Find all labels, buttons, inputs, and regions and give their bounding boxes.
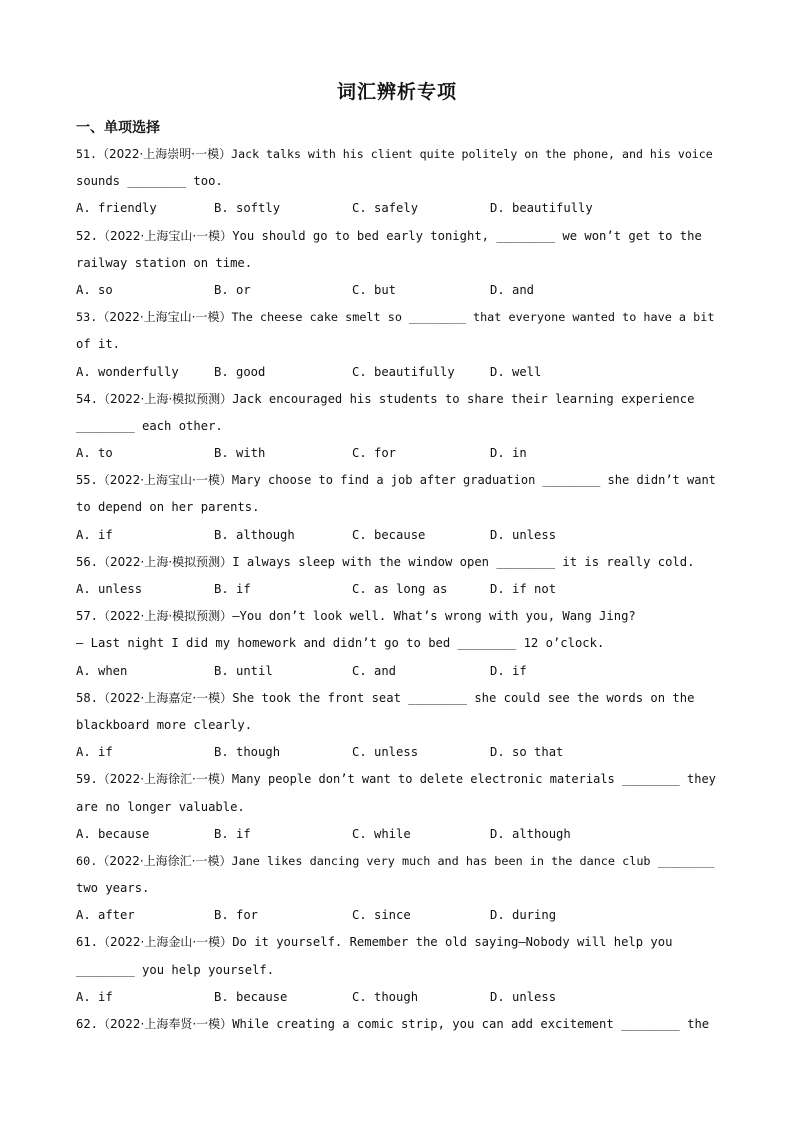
answer-option: A. unless	[76, 582, 143, 596]
answer-options	[76, 821, 718, 848]
answer-option: B. softly	[214, 201, 281, 216]
answer-options	[76, 277, 718, 304]
question-number: 53.	[76, 310, 98, 325]
question-stem-line	[76, 929, 718, 956]
answer-option: B. until	[214, 663, 273, 678]
question-source: （2022·上海奉贤·一模）	[98, 1017, 233, 1031]
question-stem-line	[76, 223, 718, 250]
answer-options	[76, 902, 718, 929]
question-item	[76, 467, 718, 549]
answer-option: B. with	[214, 446, 266, 461]
answer-options	[76, 739, 718, 766]
answer-option: A. wonderfully	[76, 364, 179, 379]
answer-option: C. for	[352, 446, 397, 461]
answer-options	[76, 576, 718, 603]
question-text: While creating a comic strip, you can add excitement ________ the	[232, 1017, 710, 1031]
answer-option: D. during	[490, 908, 557, 923]
answer-option: D. if	[490, 663, 527, 678]
answer-option: D. and	[490, 282, 535, 297]
question-stem-continuation: to depend on her parents.	[76, 500, 260, 515]
answer-option: B. though	[214, 745, 281, 760]
answer-option: D. if not	[490, 582, 557, 596]
question-source: （2022·上海·模拟预测）	[98, 609, 233, 624]
answer-option: A. after	[76, 908, 135, 923]
answer-option: D. in	[490, 446, 527, 461]
question-text: The cheese cake smelt so ________ that everyone wanted to have a bit	[231, 310, 715, 325]
answer-option: B. for	[214, 908, 259, 923]
question-stem-continuation: ________ each other.	[76, 418, 223, 433]
question-item	[76, 603, 718, 685]
answer-option: A. so	[76, 282, 113, 297]
answer-option: D. well	[490, 364, 542, 379]
question-stem-line	[76, 386, 718, 413]
question-text: You should go to bed early tonight, ________ we won’t get to the	[232, 228, 702, 243]
answer-option: A. if	[76, 989, 113, 1004]
question-number: 60.	[76, 853, 98, 868]
question-stem-continuation: blackboard more clearly.	[76, 717, 253, 732]
answer-option: C. since	[352, 908, 411, 923]
answer-option: A. to	[76, 446, 113, 461]
question-text: Jane likes dancing very much and has been in the dance club ________	[231, 853, 715, 868]
question-text: Do it yourself. Remember the old saying—Nobody will help you	[232, 935, 673, 950]
question-stem-line	[76, 549, 718, 576]
question-stem-continuation: of it.	[76, 337, 121, 352]
page-title: 词汇辨析专项	[336, 81, 457, 103]
question-item	[76, 685, 718, 767]
section-heading: 一、单项选择	[76, 120, 160, 136]
question-source: （2022·上海徐汇·一模）	[97, 853, 232, 868]
question-source: （2022·上海宝山·一模）	[97, 310, 232, 325]
question-item	[76, 929, 718, 1011]
answer-option: C. beautifully	[352, 364, 455, 379]
question-stem-line	[76, 141, 718, 168]
answer-option: C. safely	[352, 201, 419, 216]
question-item	[76, 141, 718, 223]
answer-option: D. unless	[490, 989, 557, 1004]
answer-option: A. if	[76, 745, 113, 760]
question-number: 62.	[76, 1017, 99, 1031]
answer-option: B. if	[214, 582, 251, 596]
answer-option: C. though	[352, 989, 419, 1004]
question-source: （2022·上海·模拟预测）	[98, 391, 233, 406]
answer-option: A. when	[76, 663, 128, 678]
answer-option: B. if	[214, 826, 251, 841]
question-item	[76, 549, 718, 603]
question-item	[76, 386, 718, 468]
question-item	[76, 848, 718, 930]
question-source: （2022·上海·模拟预测）	[98, 554, 233, 569]
answer-option: A. because	[76, 826, 150, 841]
answer-option: D. unless	[490, 527, 557, 542]
question-number: 57.	[76, 609, 99, 624]
question-number: 52.	[76, 228, 99, 243]
question-item	[76, 1011, 718, 1038]
question-number: 51.	[76, 147, 97, 161]
question-source: （2022·上海金山·一模）	[98, 935, 233, 950]
answer-option: D. so that	[490, 745, 564, 760]
answer-option: B. good	[214, 364, 266, 379]
question-text: I always sleep with the window open ________ it is really cold.	[232, 554, 695, 569]
question-number: 61.	[76, 935, 99, 950]
answer-option: B. because	[214, 989, 288, 1004]
answer-options	[76, 658, 718, 685]
answer-options	[76, 195, 718, 222]
question-item	[76, 766, 718, 848]
question-source: （2022·上海宝山·一模）	[98, 228, 233, 243]
question-stem-continuation: two years.	[76, 881, 150, 896]
answer-option: D. although	[490, 826, 571, 841]
question-stem-line	[76, 304, 718, 331]
question-stem-line	[76, 603, 718, 630]
question-text: Jack encouraged his students to share their learning experience	[232, 391, 695, 406]
answer-options	[76, 359, 718, 386]
question-number: 58.	[76, 690, 99, 705]
question-number: 55.	[76, 473, 98, 488]
question-number: 54.	[76, 391, 99, 406]
answer-option: C. while	[352, 826, 411, 841]
question-stem-line	[76, 848, 718, 875]
question-text: —You don’t look well. What’s wrong with you, Wang Jing?	[232, 609, 636, 624]
question-stem-line	[76, 766, 718, 793]
question-source: （2022·上海徐汇·一模）	[97, 772, 232, 787]
answer-option: C. because	[352, 527, 426, 542]
answer-option: B. although	[214, 527, 295, 542]
question-stem-continuation: — Last night I did my homework and didn’t go to bed ________ 12 o’clock.	[76, 636, 605, 651]
answer-option: A. if	[76, 527, 113, 542]
question-source: （2022·上海崇明·一模）	[96, 147, 232, 161]
question-item	[76, 223, 718, 305]
answer-options	[76, 984, 718, 1011]
answer-option: C. unless	[352, 745, 419, 760]
answer-option: C. but	[352, 282, 397, 297]
question-stem-line	[76, 467, 718, 494]
question-number: 59.	[76, 772, 98, 787]
answer-options	[76, 440, 718, 467]
question-stem-continuation: railway station on time.	[76, 255, 253, 270]
question-item	[76, 304, 718, 386]
question-stem-continuation: ________ you help yourself.	[76, 962, 275, 977]
question-text: Mary choose to find a job after graduation ________ she didn’t want	[231, 473, 716, 488]
question-list	[76, 141, 718, 1038]
question-text: She took the front seat ________ she could see the words on the	[232, 690, 695, 705]
question-stem-continuation: sounds ________ too.	[76, 174, 223, 189]
answer-option: A. friendly	[76, 201, 157, 216]
question-source: （2022·上海宝山·一模）	[97, 473, 232, 488]
question-stem-line	[76, 1011, 718, 1038]
question-source: （2022·上海嘉定·一模）	[98, 690, 233, 705]
answer-option: B. or	[214, 282, 251, 297]
question-number: 56.	[76, 554, 99, 569]
answer-option: D. beautifully	[490, 201, 593, 216]
question-stem-line	[76, 685, 718, 712]
question-stem-continuation: are no longer valuable.	[76, 799, 245, 814]
answer-option: C. and	[352, 663, 397, 678]
question-text: Many people don’t want to delete electronic materials ________ they	[231, 772, 716, 787]
answer-options	[76, 522, 718, 549]
question-text: Jack talks with his client quite politely on the phone, and his voice	[231, 147, 713, 161]
answer-option: C. as long as	[352, 582, 448, 596]
